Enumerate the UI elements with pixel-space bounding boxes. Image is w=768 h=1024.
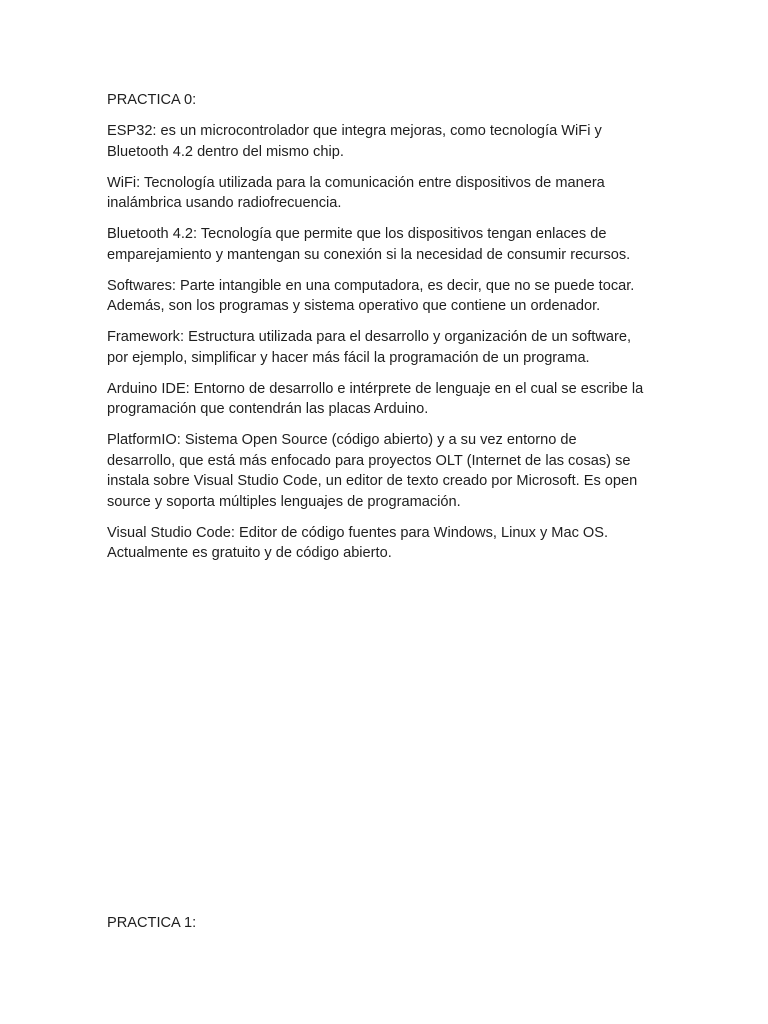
paragraph-line: inalámbrica usando radiofrecuencia. <box>107 195 342 211</box>
practica-1-heading: PRACTICA 1: <box>107 915 197 931</box>
paragraph-line: desarrollo, que está más enfocado para proyectos OLT (Internet de las cosas) se <box>107 452 631 469</box>
paragraph-line: source y soporta múltiples lenguajes de programación. <box>107 493 461 510</box>
paragraph-platformio <box>107 430 667 512</box>
paragraph-line: Arduino IDE: Entorno de desarrollo e intérprete de lenguaje en el cual se escribe la <box>107 380 644 397</box>
definitions-block <box>107 121 667 574</box>
paragraph-line: Framework: Estructura utilizada para el desarrollo y organización de un software, <box>107 329 631 345</box>
paragraph-line: Bluetooth 4.2: Tecnología que permite que los dispositivos tengan enlaces de <box>107 226 607 242</box>
paragraph-wifi <box>107 173 667 214</box>
paragraph-line: programación que contendrán las placas Arduino. <box>107 401 429 417</box>
practica-0-heading: PRACTICA 0: <box>107 92 197 108</box>
paragraph-framework <box>107 327 667 368</box>
paragraph-line: PlatformIO: Sistema Open Source (código abierto) y a su vez entorno de <box>107 432 577 448</box>
paragraph-line: instala sobre Visual Studio Code, un editor de texto creado por Microsoft. Es open <box>107 473 638 489</box>
paragraph-line: Actualmente es gratuito y de código abierto. <box>107 545 392 561</box>
paragraph-bluetooth <box>107 224 667 265</box>
paragraph-line: Visual Studio Code: Editor de código fuentes para Windows, Linux y Mac OS. <box>107 524 609 541</box>
paragraph-line: Softwares: Parte intangible en una computadora, es decir, que no se puede tocar. <box>107 277 635 294</box>
paragraph-line: Además, son los programas y sistema operativo que contiene un ordenador. <box>107 298 601 314</box>
paragraph-esp32 <box>107 121 667 162</box>
paragraph-line: por ejemplo, simplificar y hacer más fácil la programación de un programa. <box>107 349 590 366</box>
paragraph-line: Bluetooth 4.2 dentro del mismo chip. <box>107 143 344 160</box>
paragraph-arduino-ide <box>107 379 667 420</box>
paragraph-line: ESP32: es un microcontrolador que integra mejoras, como tecnología WiFi y <box>107 123 602 139</box>
paragraph-visual-studio-code <box>107 523 667 564</box>
paragraph-line: WiFi: Tecnología utilizada para la comunicación entre dispositivos de manera <box>107 174 605 191</box>
paragraph-softwares <box>107 276 667 317</box>
paragraph-line: emparejamiento y mantengan su conexión si la necesidad de consumir recursos. <box>107 246 631 263</box>
